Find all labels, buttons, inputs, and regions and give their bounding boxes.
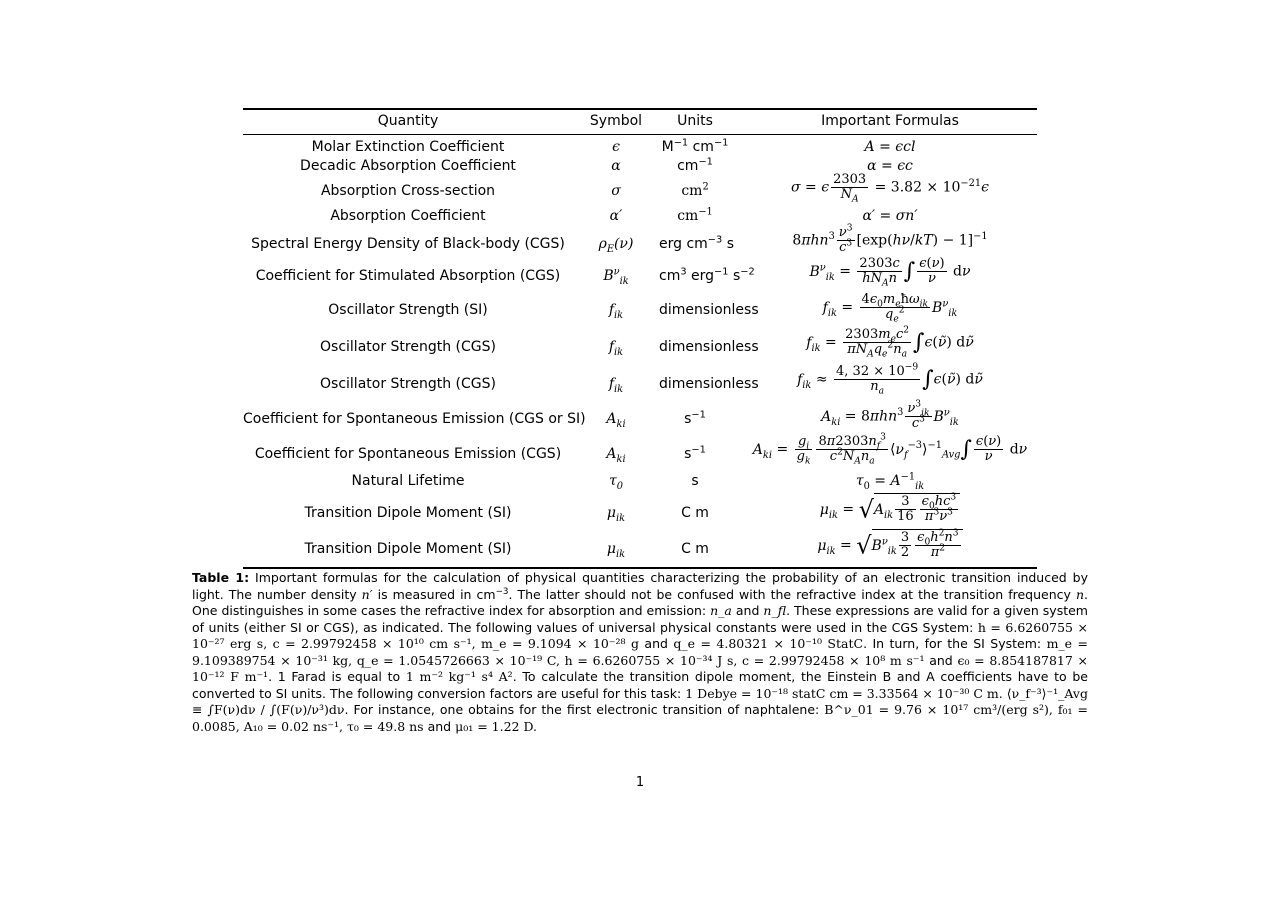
- cell-quantity: Oscillator Strength (CGS): [320, 376, 496, 392]
- cell-symbol: $B^\nu_{ik}$: [603, 266, 629, 287]
- cell-units: $cm^2$: [681, 181, 709, 199]
- cell-symbol: $f_{ik}$: [608, 339, 624, 358]
- cell-units: $M^{-1}$ $cm^{-1}$: [661, 137, 729, 155]
- cell-quantity: Coefficient for Spontaneous Emission (CGS or SI): [243, 411, 586, 427]
- cell-quantity: Transition Dipole Moment (SI): [304, 541, 512, 557]
- cell-symbol: ϵ: [612, 139, 620, 155]
- cell-units: $cm^3$ erg$^{-1}$ $s^{-2}$: [659, 266, 755, 284]
- cell-quantity: Absorption Cross-section: [320, 183, 496, 199]
- caption-math: m_e = 9.109389754 × 10⁻³¹ kg, q_e = 1.0545726663 × 10⁻¹⁹ C, h = 6.6260755 × 10⁻³⁴ J s, c = 2.99792458 × 10⁸ m s⁻¹: [192, 636, 1088, 668]
- caption-text: and: [644, 636, 668, 651]
- caption-text: . 1 Farad is equal to: [268, 669, 401, 684]
- cell-quantity: Molar Extinction Coefficient: [311, 139, 505, 155]
- cell-formula: 8πhn$^3$ $\frac{\nu^3}{c^3}$ $[\exp(h\nu/kT) - 1]^{-1}$: [792, 223, 988, 255]
- cell-units: erg $cm^{-3}$ s: [659, 234, 734, 252]
- cell-formula: α′ = σn′: [862, 208, 918, 224]
- header-symbol: Symbol: [589, 113, 643, 129]
- caption-math: n′: [361, 586, 373, 602]
- cell-quantity: Spectral Energy Density of Black-body (CGS): [251, 236, 565, 252]
- cell-quantity: Transition Dipole Moment (SI): [304, 505, 512, 521]
- cell-formula: $f_{ik}$ = $\frac{2303m_ec^2}{\pi N_Aq_e^2n_a}$ ∫ϵ(ν̃) dν̃: [806, 325, 974, 360]
- cell-units: C m: [681, 541, 709, 557]
- header-quantity: Quantity: [377, 113, 439, 129]
- caption-text: . These expressions are valid for a given system of units (either SI or CGS), as indicated. The following values of universal physical constants were used in the CGS System:: [192, 603, 1088, 635]
- cell-units: $cm^{-1}$: [677, 156, 713, 174]
- table-bottom-rule: [243, 567, 1037, 569]
- caption-text: . One distinguishes in some cases the refractive index for absorption and emission:: [192, 586, 1088, 618]
- caption-math: q_e = 4.80321 × 10⁻¹⁰ StatC: [673, 636, 864, 651]
- cell-symbol: $f_{ik}$: [608, 302, 624, 321]
- cell-quantity: Decadic Absorption Coefficient: [300, 158, 516, 174]
- cell-quantity: Coefficient for Spontaneous Emission (CGS): [254, 446, 562, 462]
- cell-formula: $\tau_0 = A^{-1}_{ik}$: [855, 471, 925, 492]
- cell-formula: $f_{ik}$ = $\frac{4\epsilon_0m_eħ\omega_{ik}}{q_e^2}$ $B^\nu_{ik}$: [822, 292, 958, 325]
- caption-text: Important formulas for the calculation of physical quantities characterizing the probability of an electronic transition induced by light. The number density: [192, 570, 1088, 602]
- cell-units: $s^{-1}$: [684, 409, 706, 427]
- caption-math: ϵ₀ = 8.854187817 × 10⁻¹² F m⁻¹: [192, 652, 1088, 684]
- caption-math: μ₀₁ = 1.22 D.: [455, 718, 538, 734]
- cell-quantity: Natural Lifetime: [351, 473, 465, 489]
- header-formulas: Important Formulas: [821, 113, 959, 129]
- cell-symbol: $\rho_E(\nu)$: [598, 236, 634, 255]
- caption-math: n_a: [710, 603, 732, 618]
- caption-math: 1 Debye = 10⁻¹⁸ statC cm = 3.33564 × 10⁻³⁰ C m.: [685, 685, 1003, 701]
- cell-symbol: $A_{ki}$: [606, 411, 626, 430]
- caption-text: . To calculate the transition dipole moment, the Einstein B and A coefficients have to be converted to SI units. The following conversion factors are useful for this task:: [192, 669, 1088, 701]
- header-units: Units: [677, 113, 713, 129]
- caption-text: . In turn, for the SI System:: [863, 636, 1042, 651]
- table-header-rule: [243, 134, 1037, 135]
- cell-formula: $\mu_{ik} = √B^\nu_{ik}$ $\frac{3}{2}$ $\frac{\epsilon_0h^2n^3}{\pi^2}$: [743, 529, 1037, 560]
- caption-text: and: [427, 718, 452, 734]
- cell-symbol: $f_{ik}$: [608, 376, 624, 395]
- caption-math: ⟨ν_f⁻³⟩⁻¹_Avg ≡ ∫F(ν)dν / ∫(F(ν)/ν³)dν: [192, 685, 1088, 717]
- caption-text: . For instance, one obtains for the first electronic transition of naphtalene:: [344, 702, 820, 717]
- cell-formula: σ = ϵ $\frac{2303}{N_A}$ = $3.82 \times 10^{-21}\epsilon$: [791, 172, 989, 205]
- cell-formula: α = ϵc: [867, 158, 913, 174]
- cell-formula: $A_{ki} = 8\pi hn^3$ $\frac{\nu^3_{ik}}{c^3}$ $B^\nu_{ik}$: [821, 399, 959, 431]
- cell-symbol: $\tau_0$: [609, 473, 623, 492]
- cell-quantity: Absorption Coefficient: [330, 208, 486, 224]
- table-caption: Table 1: Important formulas for the calculation of physical quantities characterizing the probability of an electronic transition induced by light. The number density n′ is measured in $cm^{-3}$. The latter should not be confused with the refractive index at the transition frequency n. One distinguishes in some cases the refractive index for absorption and emission: n_a and n_fl. These expressions are valid for a given system of units (either SI or CGS), as indicated. The following values of universal physical constants were used in the CGS System: h = 6.6260755 × 10⁻²⁷ erg s, c = 2.99792458 × 10¹⁰ cm s⁻¹, m_e = 9.1094 × 10⁻²⁸ g and q_e = 4.80321 × 10⁻¹⁰ StatC. In turn, for the SI System: m_e = 9.109389754 × 10⁻³¹ kg, q_e = 1.0545726663 × 10⁻¹⁹ C, h = 6.6260755 × 10⁻³⁴ J s, c = 2.99792458 × 10⁸ m s⁻¹ and ϵ₀ = 8.854187817 × 10⁻¹² F m⁻¹. 1 Farad is equal to 1 m⁻² kg⁻¹ s⁴ A². To calculate the transition dipole moment, the Einstein B and A coefficients have to be converted to SI units. The following conversion factors are useful for this task: 1 Debye = 10⁻¹⁸ statC cm = 3.33564 × 10⁻³⁰ C m. ⟨ν_f⁻³⟩⁻¹_Avg ≡ ∫F(ν)dν / ∫(F(ν)/ν³)dν. For instance, one obtains for the first electronic transition of naphtalene: B^ν_01 = 9.76 × 10¹⁷ cm³/(erg s²), f₀₁ = 0.0085, A₁₀ = 0.02 ns⁻¹, τ₀ = 49.8 ns and μ₀₁ = 1.22 D.: [192, 570, 1088, 734]
- cell-formula: $\mu_{ik} = √A_{ik}$ $\frac{3}{16}$ $\frac{\epsilon_0hc^3}{\pi^3\nu^3}$: [743, 493, 1037, 524]
- caption-math: n: [1075, 586, 1084, 602]
- cell-quantity: Oscillator Strength (CGS): [320, 339, 496, 355]
- cell-symbol: σ: [611, 183, 621, 199]
- page-number: 1: [635, 775, 645, 790]
- caption-math: n_fl: [763, 603, 787, 618]
- cell-formula: A = ϵcl: [864, 139, 916, 155]
- caption-text: . The latter should not be confused with the refractive index at the transition frequency: [508, 586, 1071, 602]
- cell-symbol: α: [611, 158, 621, 174]
- cell-units: $cm^{-1}$: [677, 206, 713, 224]
- caption-text: and: [735, 603, 760, 618]
- cell-symbol: $\mu_{ik}$: [606, 541, 626, 560]
- caption-math: B^ν_01 = 9.76 × 10¹⁷ cm³/(erg s²), f₀₁ = 0.0085, A₁₀ = 0.02 ns⁻¹, τ₀ = 49.8 ns: [192, 702, 1088, 734]
- cell-symbol: $A_{ki}$: [606, 446, 626, 465]
- cell-quantity: Oscillator Strength (SI): [328, 302, 488, 318]
- cell-units: C m: [681, 505, 709, 521]
- caption-text: is measured in cm: [377, 586, 496, 602]
- cell-formula: $f_{ik}$ ≈ $\frac{4, 32 \times 10^{-9}}{n_a}$ ∫ϵ(ν̃) dν̃: [797, 362, 983, 397]
- cell-formula: $B^\nu_{ik}$ = $\frac{2303c}{hN_An}$ ∫ $\frac{\epsilon(\nu)}{\nu}$ dν: [809, 256, 971, 289]
- cell-units: dimensionless: [659, 302, 759, 318]
- cell-units: dimensionless: [659, 376, 759, 392]
- cell-units: dimensionless: [659, 339, 759, 355]
- cell-symbol: $\mu_{ik}$: [606, 505, 626, 524]
- cell-symbol: α′: [609, 208, 623, 224]
- cell-units: $s^{-1}$: [684, 444, 706, 462]
- caption-math: 1 m⁻² kg⁻¹ s⁴ A²: [405, 669, 513, 684]
- cell-quantity: Coefficient for Stimulated Absorption (CGS): [255, 268, 561, 284]
- table-top-rule: [243, 108, 1037, 110]
- cell-units: s: [691, 473, 699, 489]
- caption-math: h = 6.6260755 × 10⁻²⁷ erg s, c = 2.99792458 × 10¹⁰ cm s⁻¹, m_e = 9.1094 × 10⁻²⁸ g: [192, 619, 1088, 651]
- caption-label: Table 1:: [192, 570, 250, 585]
- caption-text: and: [929, 652, 953, 668]
- cell-formula: $A_{ki}$ = $\frac{g_i}{g_k}$ $\frac{8\pi 2303n_f^3}{c^2N_An_a}$ $⟨\nu_f^{-3}⟩^{-1}_{Avg}\int$ $\frac{\epsilon(\nu)}{\nu}$ dν: [752, 432, 1028, 467]
